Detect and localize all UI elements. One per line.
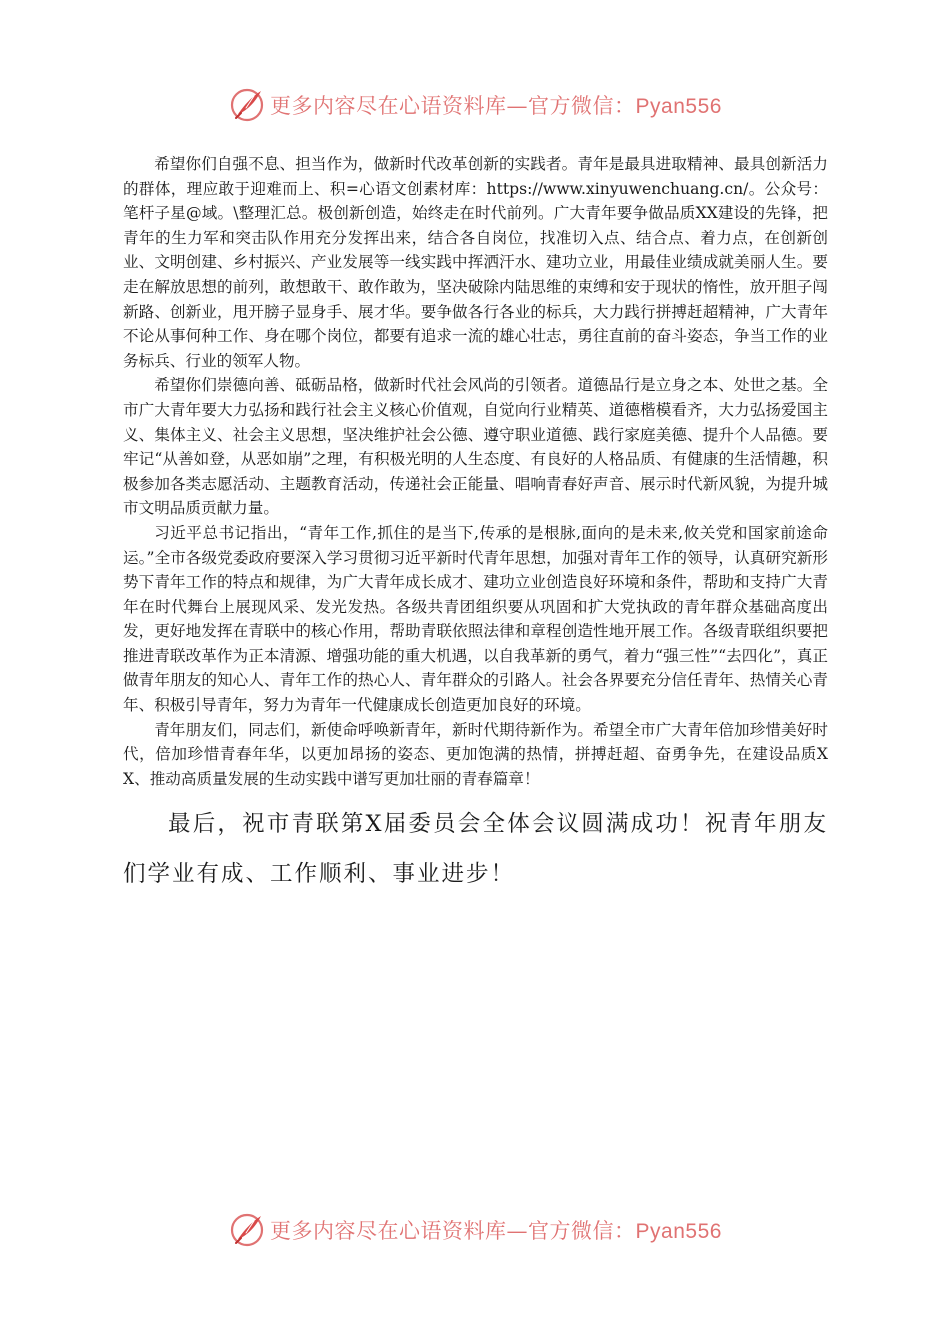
- closing-remarks: 最后，祝市青联第X届委员会全体会议圆满成功！祝青年朋友们学业有成、工作顺利、事业进步！: [123, 811, 828, 888]
- paragraph-1: 希望你们自强不息、担当作为，做新时代改革创新的实践者。青年是最具进取精神、最具创新活力的群体，理应敢于迎难而上、积=心语文创素材库：https://www.xinyuwenchuang.cn/。公众号：笔杆子星@域。\整理汇总。极创新创造，始终走在时代前列。广大青年要争做品质XX建设的先锋，把青年的生力军和突击队作用充分发挥出来，结合各自岗位，找准切入点、结合点、着力点，在创新创业、文明创建、乡村振兴、产业发展等一线实践中挥洒汗水、建功立业，用最佳业绩成就美丽人生。要走在解放思想的前列，敢想敢干、敢作敢为，坚决破除内陆思维的束缚和安于现状的惰性，放开胆子闯新路、创新业，甩开膀子显身手、展才华。要争做各行各业的标兵，大力践行拼搏赶超精神，广大青年不论从事何种工作、身在哪个岗位，都要有追求一流的雄心壮志，勇往直前的奋斗姿态，争当工作的业务标兵、行业的领军人物。: [123, 155, 828, 370]
- quill-pen-logo-icon: [228, 86, 266, 124]
- footer-banner: [0, 1207, 950, 1253]
- banner-main-text: 更多内容尽在心语资料库—官方微信：: [270, 1219, 636, 1243]
- paragraph-2: 希望你们崇德向善、砥砺品格，做新时代社会风尚的引领者。道德品行是立身之本、处世之基。全市广大青年要大力弘扬和践行社会主义核心价值观，自觉向行业精英、道德楷模看齐，大力弘扬爱国主义、集体主义、社会主义思想，坚决维护社会公德、遵守职业道德、践行家庭美德、提升个人品德。要牢记“从善如登，从恶如崩”之理，有积极光明的人生态度、有良好的人格品质、有健康的生活情趣，积极参加各类志愿活动、主题教育活动，传递社会正能量、唱响青春好声音、展示时代新风貌，为提升城市文明品质贡献力量。: [123, 376, 828, 518]
- quill-pen-logo-icon: [228, 1211, 266, 1249]
- banner-main-text: 更多内容尽在心语资料库—官方微信：: [270, 94, 636, 118]
- banner-text: [270, 90, 722, 120]
- document-body: [123, 152, 828, 899]
- banner-text: [270, 1215, 722, 1245]
- paragraph-3: 习近平总书记指出，“青年工作,抓住的是当下,传承的是根脉,面向的是未来,攸关党和国家前途命运。”全市各级党委政府要深入学习贯彻习近平新时代青年思想，加强对青年工作的领导，认真研究新形势下青年工作的特点和规律，为广大青年成长成才、建功立业创造良好环境和条件，帮助和支持广大青年在时代舞台上展现风采、发光发热。各级共青团组织要从巩固和扩大党执政的青年群众基础高度出发，更好地发挥在青联中的核心作用，帮助青联依照法律和章程创造性地开展工作。各级青联组织要把推进青联改革作为正本清源、增强功能的重大机遇，以自我革新的勇气，着力“强三性”“去四化”，真正做青年朋友的知心人、青年工作的热心人、青年群众的引路人。社会各界要充分信任青年、热情关心青年、积极引导青年，努力为青年一代健康成长创造更加良好的环境。: [123, 523, 828, 715]
- banner-wechat-id: Pyan556: [635, 1220, 722, 1243]
- paragraph-4: 青年朋友们，同志们，新使命呼唤新青年，新时代期待新作为。希望全市广大青年倍加珍惜美好时代，倍加珍惜青春年华，以更加昂扬的姿态、更加饱满的热情，拼搏赶超、奋勇争先，在建设品质XX、推动高质量发展的生动实践中谱写更加壮丽的青春篇章！: [123, 720, 828, 788]
- header-banner: [0, 82, 950, 128]
- banner-wechat-id: Pyan556: [635, 95, 722, 118]
